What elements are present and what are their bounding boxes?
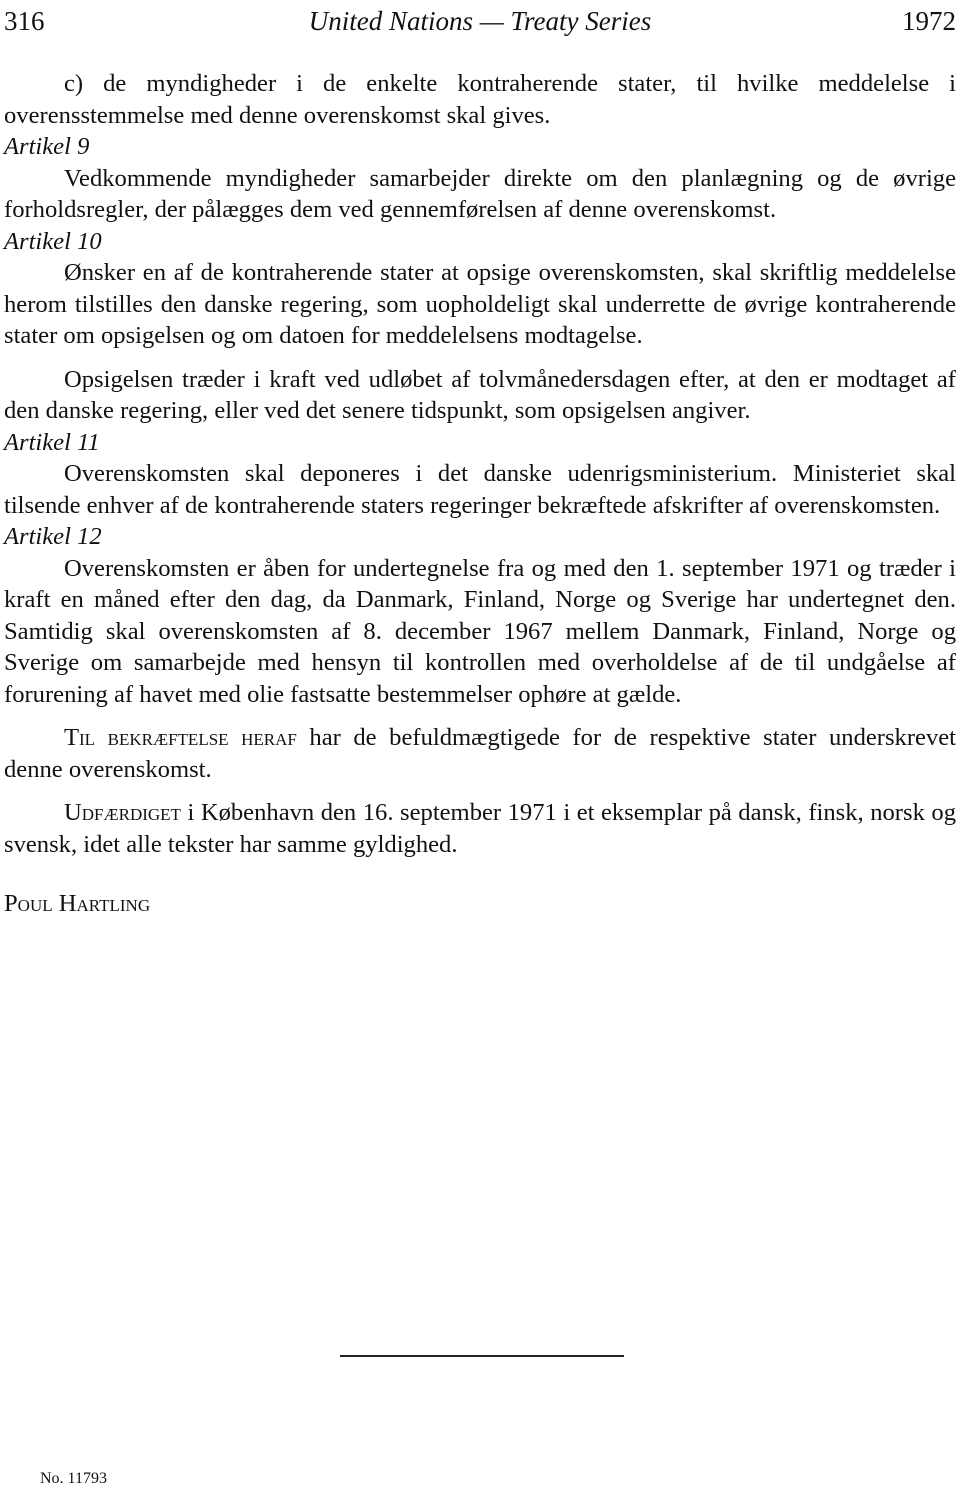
page-year: 1972	[902, 6, 956, 36]
testimony-paragraph	[4, 722, 956, 785]
signature: Poul Hartling	[4, 890, 151, 917]
article-12-heading: Artikel 12	[4, 523, 102, 550]
testimony-text: har de befuldmægtigede for de respektive stater underskrevet denne overenskomst.	[4, 724, 956, 783]
done-at-lead: Udfærdiget	[64, 799, 181, 826]
article-12-paragraph: Overenskomsten er åben for undertegnelse fra og med den 1. september 1971 og træder i kraft en måned efter den dag, da Danmark, Finland, Norge og Sverige har undertegnet den. Samtidig skal overenskomsten af 8. december 1967 mellem Danmark, Finland, Norge og Sverige om samarbejde med hensyn til kontrollen med overholdelse af de til undgåelse af forurening af havet med olie fastsatte bestemmelser ophøre at gælde.	[4, 554, 956, 708]
done-at-text: i København den 16. september 1971 i et eksemplar på dansk, finsk, norsk og svensk, idet alle tekster har samme gyldighed.	[4, 799, 956, 858]
running-title: United Nations — Treaty Series	[308, 6, 652, 36]
article-10-heading: Artikel 10	[4, 227, 102, 255]
testimony-lead: Til bekræftelse heraf	[64, 724, 297, 751]
article-10-paragraph-1: Ønsker en af de kontraherende stater at opsige overenskomsten, skal skriftlig meddelelse herom tilstilles den danske regering, som uopholdeligt skal underrette de øvrige kontraherende stater om opsigelsen og om datoen for meddelelsens modtagelse.	[4, 259, 956, 349]
item-c-paragraph: c) de myndigheder i de enkelte kontraherende stater, til hvilke meddelelse i overensstemmelse med denne overenskomst skal gives.	[4, 70, 956, 129]
done-at-paragraph	[4, 797, 956, 860]
page-header	[4, 6, 956, 46]
article-11-heading: Artikel 11	[4, 428, 100, 456]
page-number: 316	[4, 6, 45, 36]
treaty-number: No. 11793	[40, 1470, 107, 1487]
article-11-paragraph: Overenskomsten skal deponeres i det danske udenrigsministerium. Ministeriet skal tilsende enhver af de kontraherende staters regeringer bekræftede afskrifter af overenskomsten.	[4, 460, 956, 519]
article-9-heading: Artikel 9	[4, 133, 90, 160]
article-9-paragraph: Vedkommende myndigheder samarbejder direkte om den planlægning og de øvrige forholdsregler, der pålægges dem ved gennemførelsen af denne overenskomst.	[4, 164, 956, 223]
article-10-paragraph-2: Opsigelsen træder i kraft ved udløbet af tolvmånedersdagen efter, at den er modtaget af den danske regering, eller ved det senere tidspunkt, som opsigelsen angiver.	[4, 365, 956, 424]
document-body	[4, 68, 956, 920]
separator-rule	[340, 1355, 624, 1357]
